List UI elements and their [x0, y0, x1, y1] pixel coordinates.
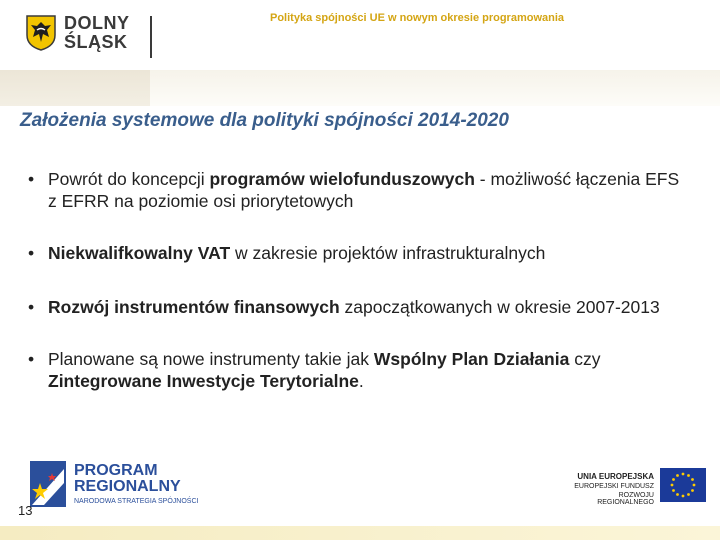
- logo-line-2: ŚLĄSK: [64, 32, 128, 52]
- eu-fund-text: [560, 472, 654, 506]
- bullet-item: [28, 168, 688, 212]
- eu-line-2: EUROPEJSKI FUNDUSZ: [574, 483, 654, 490]
- slide-header: [0, 0, 720, 70]
- bullet-list: [28, 168, 688, 392]
- program-regionalny-logo: [30, 461, 198, 507]
- bullet-item: [28, 242, 688, 264]
- bullet-item: [28, 348, 688, 392]
- bullet-text: zapoczątkowanych w okresie 2007-2013: [339, 297, 660, 317]
- bullet-text: czy: [569, 349, 601, 369]
- program-title-line-2: REGIONALNY: [74, 478, 181, 495]
- bullet-emphasis: Wspólny Plan Działania: [373, 349, 570, 369]
- bullet-text: w zakresie projektów infrastrukturalnych: [230, 243, 546, 263]
- logo-divider: [150, 16, 152, 58]
- bullet-text: Powrót do koncepcji: [48, 169, 210, 189]
- bullet-text: Planowane są nowe instrumenty takie jak: [48, 349, 374, 369]
- star-flag-icon: [30, 461, 66, 507]
- dolny-slask-logo: [26, 14, 130, 52]
- slide-title: Założenia systemowe dla polityki spójności 2014-2020: [20, 110, 509, 131]
- bottom-strip: [0, 526, 720, 540]
- eagle-shield-icon: [26, 15, 56, 51]
- bullet-emphasis: Zintegrowane Inwestycje Terytorialne: [48, 371, 359, 391]
- bullet-text: .: [358, 371, 364, 391]
- eu-line-1: UNIA EUROPEJSKA: [577, 472, 654, 481]
- bullet-emphasis: Rozwój instrumentów finansowych: [48, 297, 340, 317]
- bullet-item: [28, 296, 688, 318]
- bullet-emphasis: Niekwalifkowalny VAT: [48, 243, 231, 263]
- program-regionalny-text: [74, 463, 198, 505]
- bullet-text: - możliwość łączenia EFS z EFRR na poziomie osi priorytetowych: [48, 169, 680, 211]
- program-subtitle: NARODOWA STRATEGIA SPÓJNOŚCI: [74, 498, 199, 505]
- header-title: Polityka spójności UE w nowym okresie programowania: [270, 12, 565, 24]
- bullet-emphasis: programów wielofunduszowych: [209, 169, 475, 189]
- eu-flag-icon: [660, 468, 706, 502]
- page-number: 13: [18, 503, 33, 518]
- logo-wordmark: [64, 14, 130, 52]
- program-title-line-1: PROGRAM: [74, 462, 158, 479]
- logo-line-1: DOLNY: [64, 13, 130, 33]
- header-band-accent: [0, 70, 150, 106]
- eu-line-3: ROZWOJU REGIONALNEGO: [597, 492, 654, 506]
